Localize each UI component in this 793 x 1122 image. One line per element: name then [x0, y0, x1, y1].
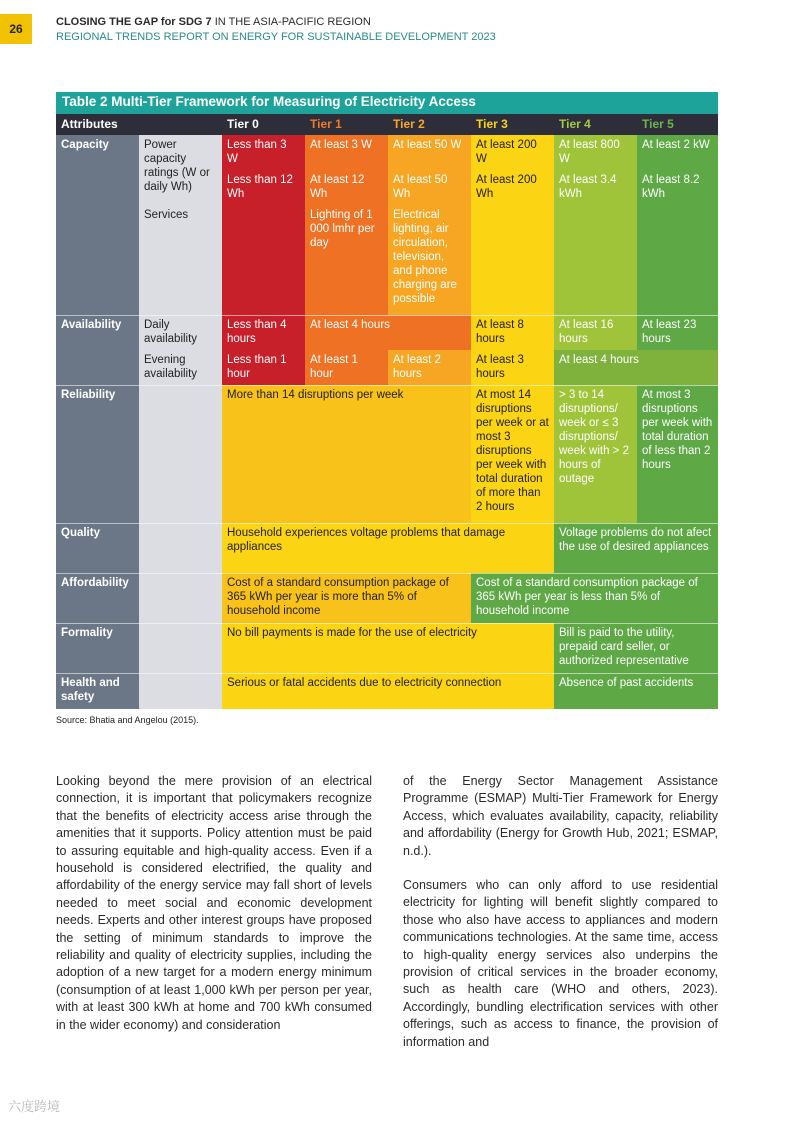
- running-header-title: [56, 16, 371, 28]
- reliability-tier4: > 3 to 14 disruptions/ week or ≤ 3 disruptions/ week with > 2 hours of outage: [554, 385, 637, 523]
- services-tier0: [222, 205, 305, 315]
- header-tier-3: Tier 3: [471, 114, 554, 135]
- affordability-tier3-5: Cost of a standard consumption package of 365 kWh per year is less than 5% of household income: [471, 573, 718, 623]
- attr-availability: Availability: [56, 315, 139, 385]
- cap-wh-tier5: At least 8.2 kWh: [637, 170, 718, 205]
- cap-w-tier5: At least 2 kW: [637, 135, 718, 170]
- body-column-right: [403, 773, 718, 1068]
- daily-tier5: At least 23 hours: [637, 315, 718, 350]
- sub-affordability-blank: [139, 573, 222, 623]
- attr-affordability: Affordability: [56, 573, 139, 623]
- daily-tier4: At least 16 hours: [554, 315, 637, 350]
- sub-formality-blank: [139, 623, 222, 673]
- cap-wh-tier0: Less than 12 Wh: [222, 170, 305, 205]
- attr-health-safety: Health and safety: [56, 673, 139, 709]
- cap-w-tier4: At least 800 W: [554, 135, 637, 170]
- running-header-subtitle: REGIONAL TRENDS REPORT ON ENERGY FOR SUSTAINABLE DEVELOPMENT 2023: [56, 31, 496, 43]
- services-tier1: Lighting of 1 000 lmhr per day: [305, 205, 388, 315]
- services-tier5: [637, 205, 718, 315]
- header-attributes: Attributes: [56, 114, 222, 135]
- health-tier0-3: Serious or fatal accidents due to electricity connection: [222, 673, 554, 709]
- quality-tier4-5: Voltage problems do not afect the use of desired appliances: [554, 523, 718, 573]
- evening-tier0: Less than 1 hour: [222, 350, 305, 385]
- sub-health-blank: [139, 673, 222, 709]
- sub-services: Services: [139, 205, 222, 315]
- row-divider: [56, 385, 718, 386]
- evening-tier3: At least 3 hours: [471, 350, 554, 385]
- daily-tier0: Less than 4 hours: [222, 315, 305, 350]
- sub-quality-blank: [139, 523, 222, 573]
- row-divider: [56, 673, 718, 674]
- affordability-tier0-2: Cost of a standard consumption package of 365 kWh per year is more than 5% of household income: [222, 573, 471, 623]
- page-number: 26: [0, 14, 32, 44]
- daily-tier3: At least 8 hours: [471, 315, 554, 350]
- header-tier-4: Tier 4: [554, 114, 637, 135]
- header-title-bold: CLOSING THE GAP for SDG 7: [56, 16, 212, 28]
- services-tier3: [471, 205, 554, 315]
- body-paragraph: Consumers who can only afford to use residential electricity for lighting will benefit slightly compared to those who also have access to appliances and modern communications technologies. At the same time, access to high-quality energy services also underpins the provision of critical services in the broader economy, such as health care (WHO and others, 2023). Accordingly, bundling electrification services with other offerings, such as access to finance, the provision of information and: [403, 878, 718, 1049]
- sub-evening-availability: Evening availability: [139, 350, 222, 385]
- header-title-rest: IN THE ASIA-PACIFIC REGION: [211, 16, 371, 28]
- row-divider: [56, 623, 718, 624]
- formality-tier4-5: Bill is paid to the utility, prepaid card seller, or authorized representative: [554, 623, 718, 673]
- cap-w-tier2: At least 50 W: [388, 135, 471, 170]
- tier-framework-table: [56, 92, 718, 709]
- sub-power-capacity: Power capacity ratings (W or daily Wh): [139, 135, 222, 205]
- cap-wh-tier4: At least 3.4 kWh: [554, 170, 637, 205]
- header-tier-2: Tier 2: [388, 114, 471, 135]
- body-paragraph: of the Energy Sector Management Assistance Programme (ESMAP) Multi-Tier Framework for Energy Access, which evaluates availability, capacity, reliability and affordability (Energy for Growth Hub, 2021; ESMAP, n.d.).: [403, 774, 718, 858]
- header-tier-5: Tier 5: [637, 114, 718, 135]
- evening-tier1: At least 1 hour: [305, 350, 388, 385]
- reliability-tier0-2: More than 14 disruptions per week: [222, 385, 471, 523]
- body-column-left: [56, 773, 372, 1051]
- services-tier2: Electrical lighting, air circulation, television, and phone charging are possible: [388, 205, 471, 315]
- daily-tier1-2: At least 4 hours: [305, 315, 471, 350]
- sub-reliability-blank: [139, 385, 222, 523]
- watermark-logo: 六度跨境: [8, 1099, 61, 1114]
- attr-reliability: Reliability: [56, 385, 139, 523]
- cap-w-tier3: At least 200 W: [471, 135, 554, 170]
- formality-tier0-3: No bill payments is made for the use of electricity: [222, 623, 554, 673]
- sub-daily-availability: Daily availability: [139, 315, 222, 350]
- quality-tier0-3: Household experiences voltage problems that damage appliances: [222, 523, 554, 573]
- attr-quality: Quality: [56, 523, 139, 573]
- health-tier4-5: Absence of past accidents: [554, 673, 718, 709]
- row-divider: [56, 523, 718, 524]
- header-tier-1: Tier 1: [305, 114, 388, 135]
- attr-capacity: Capacity: [56, 135, 139, 315]
- header-tier-0: Tier 0: [222, 114, 305, 135]
- row-divider: [56, 573, 718, 574]
- services-tier4: [554, 205, 637, 315]
- table-source-note: Source: Bhatia and Angelou (2015).: [56, 715, 199, 725]
- cap-w-tier0: Less than 3 W: [222, 135, 305, 170]
- row-divider: [56, 315, 718, 316]
- evening-tier4-5: At least 4 hours: [554, 350, 718, 385]
- evening-tier2: At least 2 hours: [388, 350, 471, 385]
- cap-wh-tier2: At least 50 Wh: [388, 170, 471, 205]
- reliability-tier5: At most 3 disruptions per week with total duration of less than 2 hours: [637, 385, 718, 523]
- cap-wh-tier1: At least 12 Wh: [305, 170, 388, 205]
- body-paragraph: Looking beyond the mere provision of an electrical connection, it is important that policymakers recognize that the benefits of electricity access arise through the amenities that it supports. Policy attention must be paid to assuring equitable and high-quality access. Even if a household is considered electrified, the quality and affordability of the energy service may fall short of levels needed to meet social and economic development needs. Experts and other interest groups have proposed the setting of minimum standards to improve the reliability and quality of electricity supplies, including the adoption of a new target for a modern energy minimum (consumption of at least 1,000 kWh per person per year, with at least 300 kWh at home and 700 kWh consumed in the wider economy) and consideration: [56, 774, 372, 1032]
- cap-w-tier1: At least 3 W: [305, 135, 388, 170]
- table-title: Table 2 Multi-Tier Framework for Measuring of Electricity Access: [56, 92, 718, 114]
- cap-wh-tier3: At least 200 Wh: [471, 170, 554, 205]
- reliability-tier3: At most 14 disruptions per week or at most 3 disruptions per week with total duration of more than 2 hours: [471, 385, 554, 523]
- attr-formality: Formality: [56, 623, 139, 673]
